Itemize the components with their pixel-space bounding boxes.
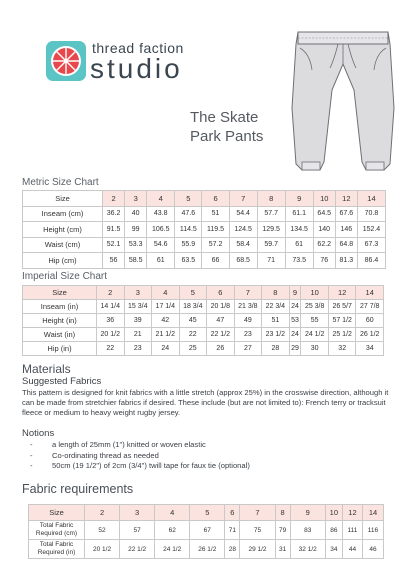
table-cell: 27 7/8 xyxy=(356,300,384,314)
table-cell: 51 xyxy=(202,206,229,222)
size-cell: 14 xyxy=(357,191,385,207)
table-cell: 116 xyxy=(362,521,383,540)
table-cell: 21 3/8 xyxy=(234,300,262,314)
table-cell: 114.5 xyxy=(175,222,202,238)
table-cell: 119.5 xyxy=(202,222,229,238)
table-cell: 75 xyxy=(240,521,275,540)
size-cell: 5 xyxy=(175,191,202,207)
table-cell: 14 1/4 xyxy=(97,300,125,314)
size-cell: 6 xyxy=(207,286,235,300)
table-cell: 67 xyxy=(190,521,225,540)
size-cell: 14 xyxy=(356,286,384,300)
suggested-fabrics-text: This pattern is designed for knit fabrics with a little stretch (approx 25%) in the crosswise direction, although it can be made from stretchier fabrics if desired. These include (but are not limited to): French terry or tracksuit fleece or medium to heavy weight rugby jersey. xyxy=(22,388,389,417)
row-label: Waist (cm) xyxy=(23,237,103,253)
table-cell: 57 1/2 xyxy=(328,314,356,328)
table-cell: 21 xyxy=(124,328,152,342)
table-cell: 40 xyxy=(125,206,147,222)
size-cell: 12 xyxy=(335,191,357,207)
row-label: Inseam (cm) xyxy=(23,206,103,222)
table-cell: 129.5 xyxy=(257,222,285,238)
table-cell: 25 xyxy=(179,342,207,356)
table-cell: 32 1/2 xyxy=(290,540,325,559)
table-cell: 67.3 xyxy=(357,237,385,253)
table-cell: 47 xyxy=(207,314,235,328)
table-cell: 57 xyxy=(120,521,155,540)
table-row xyxy=(23,328,384,342)
table-cell: 25 3/8 xyxy=(301,300,329,314)
table-cell: 27 xyxy=(234,342,262,356)
size-cell: 7 xyxy=(240,505,275,521)
table-cell: 17 1/4 xyxy=(152,300,180,314)
table-cell: 55.9 xyxy=(175,237,202,253)
pattern-title-line1: The Skate xyxy=(190,109,259,126)
table-cell: 146 xyxy=(335,222,357,238)
table-cell: 22 1/2 xyxy=(207,328,235,342)
size-cell: 12 xyxy=(328,286,356,300)
table-cell: 63.5 xyxy=(175,253,202,269)
size-cell: 3 xyxy=(120,505,155,521)
size-cell: 5 xyxy=(190,505,225,521)
table-row xyxy=(23,222,386,238)
table-cell: 36 xyxy=(97,314,125,328)
table-cell: 62.2 xyxy=(313,237,335,253)
table-cell: 23 1/2 xyxy=(262,328,290,342)
table-cell: 81.3 xyxy=(335,253,357,269)
logo-icon xyxy=(46,41,86,81)
table-cell: 57.7 xyxy=(257,206,285,222)
size-header: Size xyxy=(23,286,97,300)
table-cell: 18 3/4 xyxy=(179,300,207,314)
table-cell: 36.2 xyxy=(103,206,125,222)
table-cell: 28 xyxy=(225,540,240,559)
list-item: - a length of 25mm (1") knitted or woven elastic xyxy=(30,440,250,451)
table-cell: 71 xyxy=(257,253,285,269)
table-cell: 24 xyxy=(152,342,180,356)
table-cell: 45 xyxy=(179,314,207,328)
table-cell: 26 5/7 xyxy=(328,300,356,314)
table-row xyxy=(23,300,384,314)
table-row xyxy=(23,253,386,269)
table-cell: 21 1/2 xyxy=(152,328,180,342)
size-cell: 2 xyxy=(97,286,125,300)
table-row xyxy=(23,237,386,253)
table-row xyxy=(23,286,384,300)
materials-heading: Materials xyxy=(22,362,71,376)
table-cell: 15 3/4 xyxy=(124,300,152,314)
table-cell: 86 xyxy=(325,521,342,540)
table-cell: 22 3/4 xyxy=(262,300,290,314)
row-label: Inseam (in) xyxy=(23,300,97,314)
table-cell: 51 xyxy=(262,314,290,328)
imperial-size-table xyxy=(22,285,384,356)
table-row xyxy=(23,342,384,356)
table-cell: 76 xyxy=(313,253,335,269)
table-cell: 52 xyxy=(85,521,120,540)
size-cell: 9 xyxy=(285,191,313,207)
table-cell: 47.6 xyxy=(175,206,202,222)
table-cell: 44 xyxy=(342,540,362,559)
table-cell: 23 xyxy=(124,342,152,356)
table-cell: 152.4 xyxy=(357,222,385,238)
table-cell: 30 xyxy=(301,342,329,356)
table-cell: 22 xyxy=(179,328,207,342)
size-cell: 2 xyxy=(103,191,125,207)
size-cell: 8 xyxy=(275,505,290,521)
table-cell: 22 1/2 xyxy=(120,540,155,559)
table-cell: 111 xyxy=(342,521,362,540)
size-cell: 10 xyxy=(325,505,342,521)
table-cell: 26 1/2 xyxy=(356,328,384,342)
table-cell: 106.5 xyxy=(147,222,175,238)
table-cell: 20 1/2 xyxy=(85,540,120,559)
size-cell: 4 xyxy=(152,286,180,300)
table-cell: 32 xyxy=(328,342,356,356)
table-cell: 57.2 xyxy=(202,237,229,253)
notions-heading: Notions xyxy=(22,428,55,439)
size-cell: 9 xyxy=(289,286,301,300)
metric-size-table xyxy=(22,190,386,269)
table-cell: 24 1/2 xyxy=(301,328,329,342)
pattern-title xyxy=(190,108,263,146)
table-cell: 39 xyxy=(124,314,152,328)
table-cell: 24 1/2 xyxy=(155,540,190,559)
size-cell: 5 xyxy=(179,286,207,300)
table-cell: 26 1/2 xyxy=(190,540,225,559)
table-cell: 61 xyxy=(285,237,313,253)
table-cell: 99 xyxy=(125,222,147,238)
row-label-line1: Total Fabric xyxy=(39,541,74,548)
size-cell: 4 xyxy=(155,505,190,521)
table-cell: 55 xyxy=(301,314,329,328)
pants-illustration xyxy=(284,24,402,176)
table-cell: 34 xyxy=(356,342,384,356)
table-cell: 61 xyxy=(147,253,175,269)
table-cell: 59.7 xyxy=(257,237,285,253)
size-cell: 9 xyxy=(290,505,325,521)
table-cell: 23 xyxy=(234,328,262,342)
pattern-title-line2: Park Pants xyxy=(190,128,264,145)
list-item: - 50cm (19 1/2") of 2cm (3/4") twill tape for faux tie (optional) xyxy=(30,461,250,472)
table-cell: 61.1 xyxy=(285,206,313,222)
table-cell: 22 xyxy=(97,342,125,356)
table-cell: 54.4 xyxy=(229,206,257,222)
table-cell: 91.5 xyxy=(103,222,125,238)
table-cell: 43.8 xyxy=(147,206,175,222)
table-cell: 64.5 xyxy=(313,206,335,222)
row-label-line2: Required (in) xyxy=(37,549,76,556)
table-cell: 134.5 xyxy=(285,222,313,238)
table-row xyxy=(29,540,384,559)
table-cell: 66 xyxy=(202,253,229,269)
size-cell: 3 xyxy=(124,286,152,300)
row-label: Hip (cm) xyxy=(23,253,103,269)
size-cell: 7 xyxy=(229,191,257,207)
table-cell: 29 xyxy=(289,342,301,356)
row-label: Height (cm) xyxy=(23,222,103,238)
table-cell: 26 xyxy=(207,342,235,356)
table-cell: 52.1 xyxy=(103,237,125,253)
table-cell: 67.6 xyxy=(335,206,357,222)
table-cell: 42 xyxy=(152,314,180,328)
table-cell: 124.5 xyxy=(229,222,257,238)
imperial-chart-label: Imperial Size Chart xyxy=(22,271,108,282)
row-label xyxy=(29,540,85,559)
size-cell: 4 xyxy=(147,191,175,207)
row-label-line2: Required (cm) xyxy=(35,530,78,537)
table-cell: 68.5 xyxy=(229,253,257,269)
table-row xyxy=(29,505,384,521)
table-cell: 20 1/8 xyxy=(207,300,235,314)
brand-name-top: thread faction xyxy=(92,40,184,56)
table-cell: 24 xyxy=(289,300,301,314)
table-cell: 58.4 xyxy=(229,237,257,253)
size-header: Size xyxy=(29,505,85,521)
table-cell: 28 xyxy=(262,342,290,356)
size-cell: 10 xyxy=(301,286,329,300)
size-cell: 14 xyxy=(362,505,383,521)
notions-list xyxy=(30,440,250,472)
row-label: Hip (in) xyxy=(23,342,97,356)
size-header: Size xyxy=(23,191,103,207)
table-cell: 140 xyxy=(313,222,335,238)
table-cell: 54.6 xyxy=(147,237,175,253)
size-cell: 6 xyxy=(225,505,240,521)
size-cell: 8 xyxy=(262,286,290,300)
table-cell: 46 xyxy=(362,540,383,559)
size-cell: 10 xyxy=(313,191,335,207)
table-cell: 62 xyxy=(155,521,190,540)
size-cell: 7 xyxy=(234,286,262,300)
suggested-fabrics-heading: Suggested Fabrics xyxy=(22,376,102,387)
row-label-line1: Total Fabric xyxy=(39,522,74,529)
brand-name-bottom: studio xyxy=(90,53,183,84)
table-cell: 86.4 xyxy=(357,253,385,269)
table-cell: 64.8 xyxy=(335,237,357,253)
table-cell: 53 xyxy=(289,314,301,328)
table-cell: 24 xyxy=(289,328,301,342)
size-cell: 8 xyxy=(257,191,285,207)
table-cell: 53.3 xyxy=(125,237,147,253)
table-cell: 20 1/2 xyxy=(97,328,125,342)
size-cell: 3 xyxy=(125,191,147,207)
size-cell: 2 xyxy=(85,505,120,521)
size-cell: 6 xyxy=(202,191,229,207)
size-cell: 12 xyxy=(342,505,362,521)
table-row xyxy=(29,521,384,540)
table-cell: 73.5 xyxy=(285,253,313,269)
table-cell: 34 xyxy=(325,540,342,559)
metric-chart-label: Metric Size Chart xyxy=(22,177,99,188)
table-row xyxy=(23,191,386,207)
table-cell: 83 xyxy=(290,521,325,540)
table-cell: 31 xyxy=(275,540,290,559)
fabric-requirements-table xyxy=(28,504,384,559)
row-label: Waist (in) xyxy=(23,328,97,342)
table-cell: 79 xyxy=(275,521,290,540)
list-item: - Co-ordinating thread as needed xyxy=(30,451,250,462)
table-cell: 25 1/2 xyxy=(328,328,356,342)
table-cell: 58.5 xyxy=(125,253,147,269)
row-label xyxy=(29,521,85,540)
table-row xyxy=(23,314,384,328)
table-cell: 70.8 xyxy=(357,206,385,222)
table-cell: 71 xyxy=(225,521,240,540)
fabric-requirements-heading: Fabric requirements xyxy=(22,482,134,496)
table-cell: 49 xyxy=(234,314,262,328)
row-label: Height (in) xyxy=(23,314,97,328)
table-cell: 60 xyxy=(356,314,384,328)
table-row xyxy=(23,206,386,222)
table-cell: 29 1/2 xyxy=(240,540,275,559)
table-cell: 56 xyxy=(103,253,125,269)
